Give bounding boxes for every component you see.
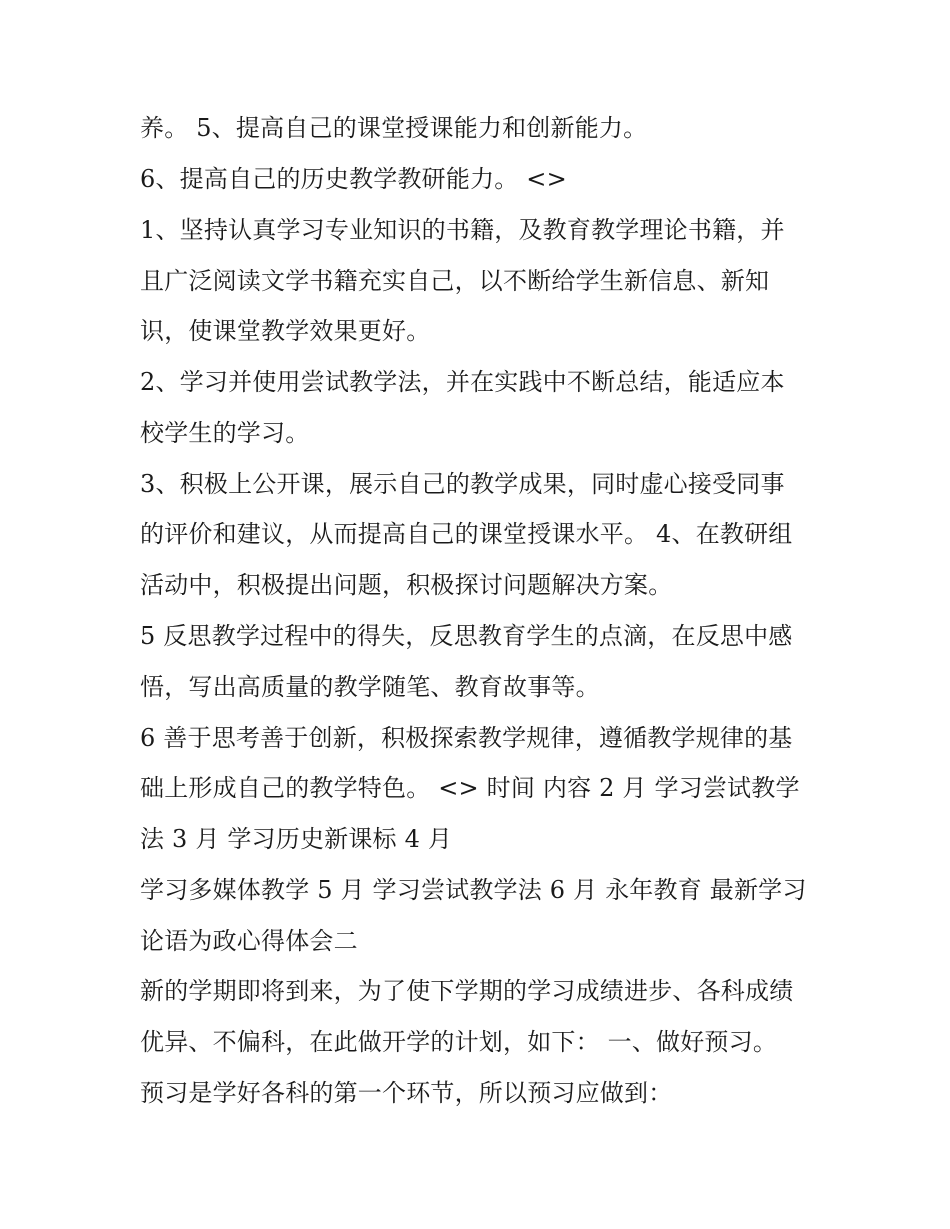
- text-line: 悟，写出高质量的教学随笔、教育故事等。: [140, 673, 600, 701]
- text-line: 6、提高自己的历史教学教研能力。 <>: [140, 165, 567, 193]
- text-line: 3、积极上公开课，展示自己的教学成果，同时虚心接受同事: [140, 470, 785, 498]
- text-line: 1、坚持认真学习专业知识的书籍，及教育教学理论书籍，并: [140, 216, 785, 244]
- text-line: 论语为政心得体会二: [140, 927, 358, 955]
- text-line: 5 反思教学过程中的得失，反思教育学生的点滴，在反思中感: [140, 622, 793, 650]
- text-line: 础上形成自己的教学特色。 <> 时间 内容 2 月 学习尝试教学: [140, 774, 800, 802]
- text-line: 预习是学好各科的第一个环节，所以预习应做到：: [140, 1079, 673, 1107]
- text-line: 的评价和建议，从而提高自己的课堂授课水平。 4、在教研组: [140, 520, 793, 548]
- text-line: 新的学期即将到来，为了使下学期的学习成绩进步、各科成绩: [140, 977, 794, 1005]
- text-line: 养。 5、提高自己的课堂授课能力和创新能力。: [140, 114, 648, 142]
- text-line: 2、学习并使用尝试教学法，并在实践中不断总结，能适应本: [140, 368, 785, 396]
- text-line: 法 3 月 学习历史新课标 4 月: [140, 825, 453, 853]
- text-line: 活动中，积极提出问题，积极探讨问题解决方案。: [140, 571, 673, 599]
- text-line: 校学生的学习。: [140, 419, 310, 447]
- text-line: 6 善于思考善于创新，积极探索教学规律，遵循教学规律的基: [140, 724, 793, 752]
- text-line: 识，使课堂教学效果更好。: [140, 317, 431, 345]
- text-line: 且广泛阅读文学书籍充实自己，以不断给学生新信息、新知: [140, 267, 770, 295]
- text-line: 优异、不偏科，在此做开学的计划，如下： 一、做好预习。: [140, 1028, 778, 1056]
- text-line: 学习多媒体教学 5 月 学习尝试教学法 6 月 永年教育 最新学习: [140, 876, 807, 904]
